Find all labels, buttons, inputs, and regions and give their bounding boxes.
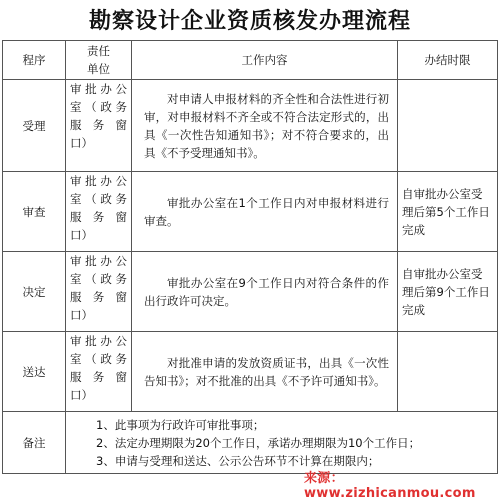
notes-cell: [66, 412, 498, 474]
table-row: [3, 252, 498, 332]
note-item: 1、此事项为行政许可审批事项；: [96, 417, 265, 432]
unit-line: 服 务 窗: [70, 290, 127, 304]
content-cell: 对批准申请的发放资质证书，出具《一次性告知书》；对不批准的出具《不予许可通知书》。: [132, 332, 398, 412]
unit-line: 室（政务: [70, 100, 127, 114]
limit-cell: 自审批办公室受理后第5个工作日完成: [398, 172, 498, 252]
step-cell: 受理: [3, 80, 66, 172]
content-cell: 对申请人申报材料的齐全性和合法性进行初审，对申报材料不齐全或不符合法定形式的，出具《一次性告知通知书》；对不符合要求的，出具《不予受理通知书》。: [132, 80, 398, 172]
header-limit: 办结时限: [398, 41, 498, 80]
table-row: [3, 172, 498, 252]
process-table: [2, 40, 498, 474]
unit-line: 审批办公: [70, 334, 127, 348]
unit-line: 服 务 窗: [70, 370, 127, 384]
table-row: [3, 80, 498, 172]
header-content: 工作内容: [132, 41, 398, 80]
header-unit-line1: 责任: [87, 44, 110, 58]
source-watermark: 来源：www.zizhicanmou.com: [304, 471, 476, 501]
unit-cell: [66, 172, 132, 252]
unit-line: 服 务 窗: [70, 118, 127, 132]
unit-line: 口）: [70, 388, 93, 402]
unit-line: 服 务 窗: [70, 210, 127, 224]
content-cell: 审批办公室在9个工作日内对符合条件的作出行政许可决定。: [132, 252, 398, 332]
unit-line: 审批办公: [70, 82, 127, 96]
note-item: 3、申请与受理和送达、公示公告环节不计算在期限内；: [96, 453, 380, 468]
unit-line: 口）: [70, 308, 93, 322]
unit-line: 室（政务: [70, 192, 127, 206]
step-cell: 送达: [3, 332, 66, 412]
unit-cell: [66, 80, 132, 172]
header-unit-line2: 单位: [87, 62, 110, 76]
note-item: 2、法定办理期限为20个工作日，承诺办理期限为10个工作日；: [96, 435, 421, 450]
header-unit: [66, 41, 132, 80]
header-step: 程序: [3, 41, 66, 80]
unit-cell: [66, 332, 132, 412]
unit-line: 审批办公: [70, 174, 127, 188]
notes-row: [3, 412, 498, 474]
content-cell: 审批办公室在1个工作日内对申报材料进行审查。: [132, 172, 398, 252]
table-row: [3, 332, 498, 412]
unit-line: 室（政务: [70, 352, 127, 366]
limit-cell: [398, 80, 498, 172]
page-title: 勘察设计企业资质核发办理流程: [88, 8, 411, 34]
step-cell: 审查: [3, 172, 66, 252]
notes-label: 备注: [3, 412, 66, 474]
unit-line: 室（政务: [70, 272, 127, 286]
unit-cell: [66, 252, 132, 332]
unit-line: 口）: [70, 228, 93, 242]
table-header-row: [3, 41, 498, 80]
limit-cell: 自审批办公室受理后第9个工作日完成: [398, 252, 498, 332]
limit-cell: [398, 332, 498, 412]
unit-line: 审批办公: [70, 254, 127, 268]
unit-line: 口）: [70, 136, 93, 150]
step-cell: 决定: [3, 252, 66, 332]
